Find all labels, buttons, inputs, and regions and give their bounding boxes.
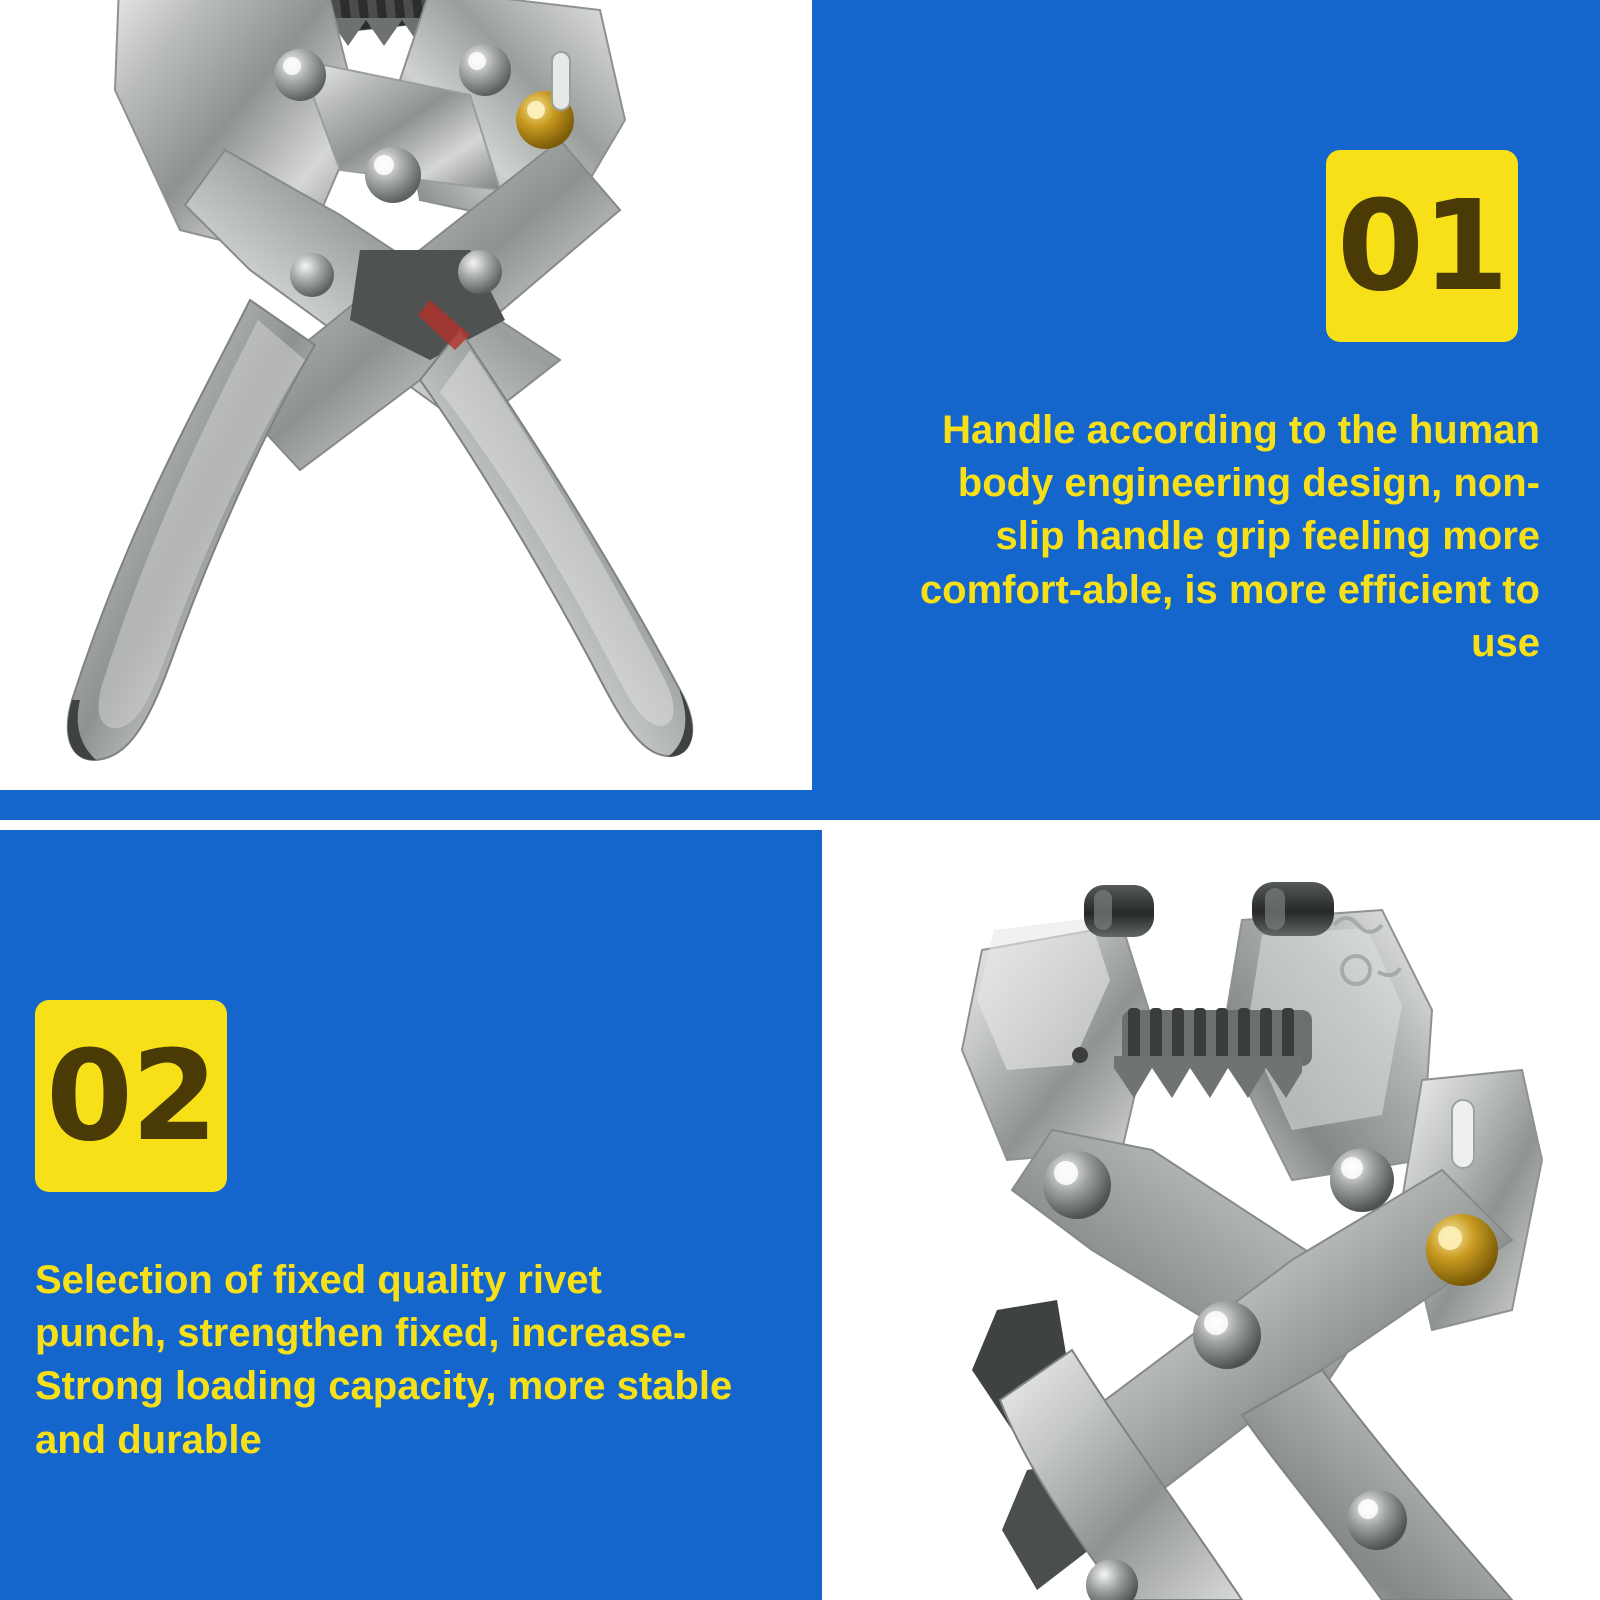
feature-number-02: 02 bbox=[46, 1023, 216, 1169]
feature-panel-02 bbox=[0, 830, 1600, 1600]
feature-image-02 bbox=[822, 830, 1600, 1600]
rivet-punch-illustration bbox=[822, 830, 1600, 1600]
feature-badge-02 bbox=[35, 1000, 227, 1192]
pliers-illustration bbox=[0, 0, 812, 790]
feature-text-01 bbox=[900, 150, 1540, 670]
feature-description-01: Handle according to the human body engineering design, non-slip handle grip feeling more comfort-able, is more efficient to use bbox=[919, 408, 1540, 665]
feature-badge-01 bbox=[1326, 150, 1518, 342]
feature-text-02 bbox=[35, 1000, 735, 1467]
section-divider bbox=[0, 820, 1600, 830]
feature-number-01: 01 bbox=[1337, 173, 1507, 319]
feature-description-02: Selection of fixed quality rivet punch, strengthen fixed, increase-Strong loading capacity, more stable and durable bbox=[35, 1258, 733, 1462]
feature-image-01 bbox=[0, 0, 812, 790]
